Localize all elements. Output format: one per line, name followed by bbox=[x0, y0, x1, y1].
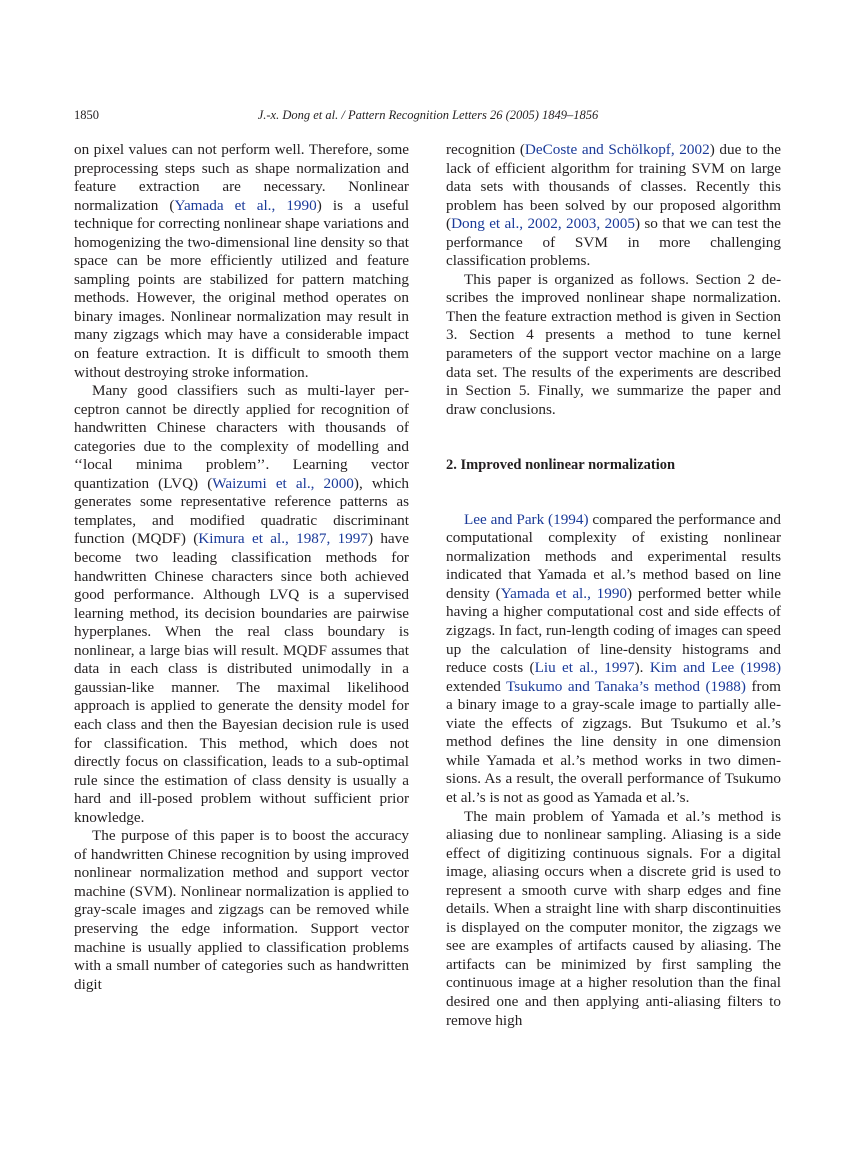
left-paragraph-3 bbox=[74, 827, 409, 994]
right-paragraph-3 bbox=[446, 511, 781, 808]
citation-link[interactable]: Kim and Lee (1998) bbox=[649, 659, 782, 677]
text-run: ) due to the lack of efficient algorithm for training SVM on large data sets with thousands of classes. Recently this problem has been solved by our proposed algorithm ( bbox=[446, 141, 781, 233]
citation-link[interactable]: Kimura et al., 1987, 1997 bbox=[198, 530, 368, 548]
text-run: extended bbox=[446, 677, 507, 695]
left-paragraph-1 bbox=[74, 141, 409, 382]
citation-link[interactable]: Waizumi et al., 2000 bbox=[212, 474, 354, 492]
citation-link[interactable]: Yamada et al., 1990 bbox=[174, 196, 317, 214]
text-run: recognition ( bbox=[446, 141, 525, 158]
text-run: from a binary image to a gray-scale image to partially alleviate the effects of zigzags. But Tsukumo et al.’s method defines the line density in one dimension while Yamada et al.’s method works in two dimensions. As a result, the overall performance of Tsukumo et al.’s is not as good as Yamada et al.’s. bbox=[446, 677, 781, 806]
section-heading: 2. Improved nonlinear normalization bbox=[446, 457, 676, 474]
text-run: ) performed better while having a higher computational cost and side effects of zigzags. In fact, run-length coding of images can speed up the calculation of line-density histograms and reduce costs ( bbox=[446, 584, 781, 677]
citation-link[interactable]: Lee and Park (1994) bbox=[464, 510, 589, 528]
text-run: Many good classifiers such as multi-layer perceptron cannot be directly applied for recognition of handwritten Chinese characters with thousands of categories due to the complexity of modelling and ‘‘local minima problem’’. Learning vector quantization (LVQ) ( bbox=[74, 382, 409, 492]
citation-link[interactable]: DeCoste and Schölkopf, 2002 bbox=[524, 141, 710, 158]
text-run: compared the performance and computational complexity of existing nonlinear normalization methods and experimental results indicated that Yamada et al.’s method based on line density ( bbox=[446, 510, 781, 602]
right-paragraph-1 bbox=[446, 141, 781, 271]
text-run: ) is a useful technique for correcting nonlinear shape variations and homogenizing the two-dimensional line density so that space can be more efficiently utilized and feature sampling points are stabilized for pattern matching methods. However, the original method operates on binary images. Nonlinear normalization may result in many zigzags which may have a considerable impact on feature extraction. It is difficult to smooth them without destroying stroke information. bbox=[74, 196, 410, 381]
left-paragraph-2 bbox=[74, 382, 409, 827]
citation-link[interactable]: Liu et al., 1997 bbox=[534, 659, 635, 677]
text-run: ) have become two leading classification methods for handwritten Chinese characters since both achieved good performance. Although LVQ is a supervised learning method, its decision boundaries are pairwise hyperplanes. When the real class boundary is nonlinear, a large bias will result. MQDF assumes that data in each class is distributed unimodally in a gaussian-like manner. The maximal likelihood approach is applied to generate the density model for each class and then the Bayesian decision rule is used for classification. This method, which does not directly focus on classification, leads to a sub-optimal rule since the estimation of class density is usually a hard and ill-posed problem without sufficient prior knowledge. bbox=[74, 530, 409, 826]
right-column bbox=[446, 141, 781, 1030]
text-run: This paper is organized as follows. Section 2 describes the improved nonlinear shape normalization. Then the feature extraction method is given in Section 3. Section 4 presents a method to tune kernel parameters of the support vector machine on a large data set. The results of the experiments are described in Section 5. Finally, we summarize the paper and draw conclusions. bbox=[446, 270, 781, 418]
citation-link[interactable]: Dong et al., 2002, 2003, 2005 bbox=[451, 215, 635, 233]
text-run: The purpose of this paper is to boost the accuracy of handwritten Chinese recognition by using improved nonlinear normalization method and support vector machine (SVM). Nonlinear normalization is applied to gray-scale images and zigzags can be removed while preserving the edge information. Support vector machine is usually applied to classification problems with a small number of categories such as handwritten digit bbox=[74, 827, 409, 993]
citation-link[interactable]: Tsukumo and Tanaka’s method (1988) bbox=[506, 677, 746, 695]
text-run: ) so that we can test the performance of SVM in more challenging classification problems. bbox=[446, 215, 782, 270]
text-run: ). bbox=[634, 659, 650, 677]
citation-link[interactable]: Yamada et al., 1990 bbox=[500, 584, 628, 602]
right-paragraph-2 bbox=[446, 271, 781, 419]
left-column bbox=[74, 141, 409, 994]
page-number: 1850 bbox=[74, 108, 99, 122]
right-paragraph-4 bbox=[446, 808, 781, 1031]
running-title: J.-x. Dong et al. / Pattern Recognition Letters 26 (2005) 1849–1856 bbox=[257, 108, 599, 122]
text-run: The main problem of Yamada et al.’s method is aliasing due to nonlinear sampling. Aliasing is a side effect of digitizing continuous signals. For a digital image, aliasing occurs when a discrete grid is used to represent a smooth curve with sharp edges and fine details. When a straight line with sharp discontinuities is displayed on the computer monitor, the zigzags we see are examples of artifacts caused by aliasing. The artifacts can be minimized by first sampling the continuous image at a higher resolution than the final desired one and then applying anti-aliasing filters to remove high bbox=[446, 807, 781, 1029]
text-run: on pixel values can not perform well. Therefore, some preprocessing steps such as shape normalization and feature extraction are necessary. Nonlinear normalization ( bbox=[74, 141, 409, 214]
running-header bbox=[74, 108, 782, 126]
text-run: ), which generates some representative reference patterns as templates, and modified quadratic discriminant function (MQDF) ( bbox=[74, 474, 409, 548]
